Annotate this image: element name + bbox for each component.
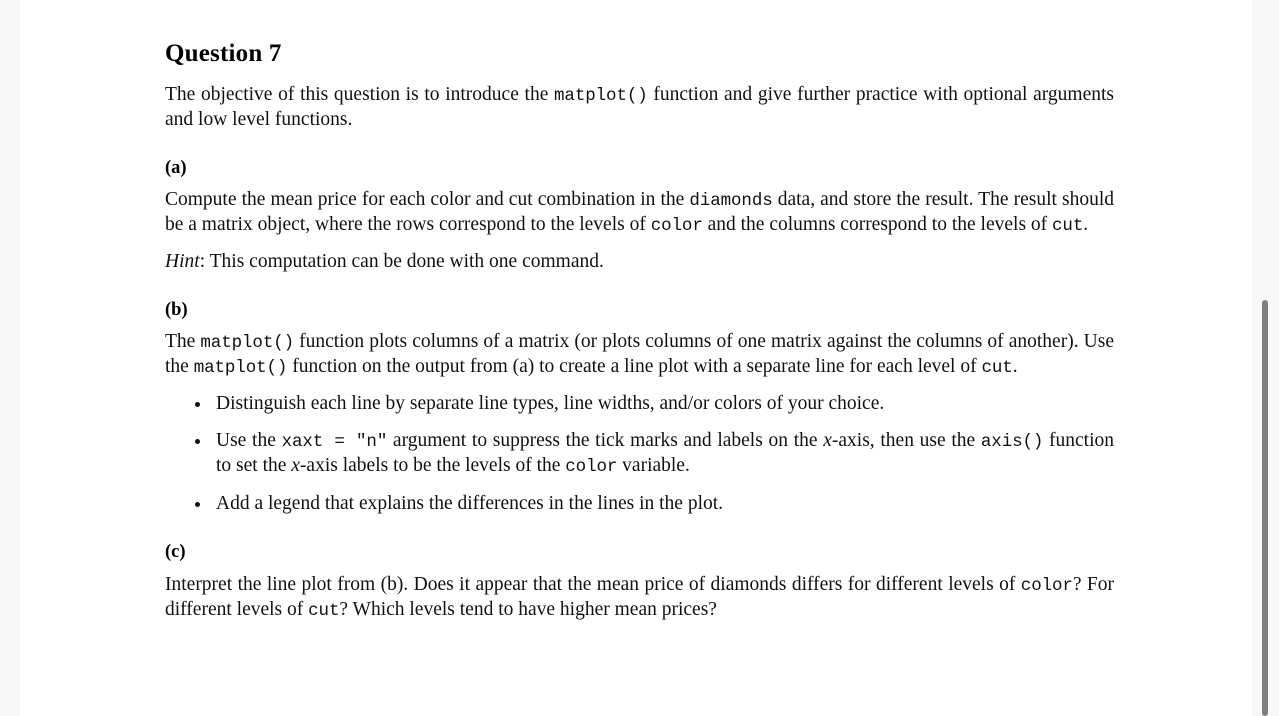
part-label-b: (b) [165, 300, 188, 321]
part-b-bullet-list [165, 392, 1114, 516]
part-a-seg1: Compute the mean price for each color and cut combination in the [165, 189, 690, 211]
bullet-2-seg6: variable. [617, 455, 690, 477]
code-xaxt: xaxt = "n" [281, 432, 388, 453]
bullet-icon [195, 502, 200, 507]
list-item [165, 492, 1114, 516]
code-diamonds: diamonds [689, 191, 773, 212]
page-title: Question 7 [165, 40, 282, 67]
list-item [165, 392, 1114, 416]
part-b-seg1: The [165, 331, 201, 353]
document-content [165, 40, 1114, 623]
intro-paragraph [165, 83, 1114, 132]
part-a-seg3: and the columns correspond to the levels of [702, 214, 1053, 236]
bullet-3-text: Add a legend that explains the differences in the lines in the plot. [216, 493, 724, 515]
code-axis: axis() [980, 432, 1044, 453]
part-b-seg4: . [1012, 356, 1018, 378]
hint-label: Hint [165, 251, 200, 273]
part-a-seg4: . [1083, 214, 1089, 236]
code-color-c: color [1020, 575, 1073, 596]
bullet-2-seg4: function to set the [216, 430, 1114, 477]
part-c-seg1: Interpret the line plot from (b). Does it appear that the mean price of diamonds differs for different levels of [165, 573, 1021, 595]
code-matplot-1: matplot() [200, 333, 295, 354]
list-item [165, 429, 1114, 479]
code-matplot: matplot() [554, 85, 648, 106]
hint-separator: : [199, 251, 206, 273]
math-x-2: x [291, 455, 300, 477]
scrollbar-thumb[interactable] [1262, 300, 1268, 716]
code-color: color [650, 216, 703, 237]
bullet-2-seg2: argument to suppress the tick marks and labels on the [387, 430, 824, 452]
part-c-paragraph [165, 573, 1114, 623]
bullet-1-text: Distinguish each line by separate line types, line widths, and/or colors of your choice. [216, 393, 885, 415]
vertical-scrollbar[interactable] [1262, 0, 1268, 716]
intro-text-before: The objective of this question is to introduce the [165, 83, 555, 105]
hint-text: This computation can be done with one command. [205, 251, 604, 273]
bullet-2-seg1: Use the [216, 430, 282, 452]
bullet-2-seg5: -axis labels to be the levels of the [299, 455, 566, 477]
bullet-2-seg3: -axis, then use the [831, 430, 981, 452]
part-label-c: (c) [165, 542, 186, 563]
math-x-1: x [823, 430, 832, 452]
intro-text-after: function and give further practice with optional arguments and low level functions. [165, 83, 1114, 130]
part-b-seg2: function plots columns of a matrix (or plots columns of one matrix against the columns of another). Use the [165, 331, 1114, 378]
part-b-paragraph [165, 330, 1114, 380]
code-matplot-2: matplot() [193, 358, 288, 379]
part-a-hint [165, 250, 1114, 274]
code-cut-b: cut [981, 358, 1013, 379]
part-a-paragraph [165, 188, 1114, 238]
code-cut: cut [1052, 216, 1084, 237]
part-c-seg2: ? For different levels of [165, 573, 1114, 620]
document-page [20, 0, 1252, 716]
code-cut-c: cut [308, 600, 340, 621]
code-color-bullet: color [565, 457, 618, 478]
part-label-a: (a) [165, 157, 187, 178]
part-c-seg3: ? Which levels tend to have higher mean prices? [339, 598, 717, 620]
bullet-icon [195, 439, 200, 444]
part-b-seg3: function on the output from (a) to create a line plot with a separate line for each level of [287, 356, 982, 378]
bullet-icon [195, 402, 200, 407]
part-a-seg2: data, and store the result. The result should be a matrix object, where the rows correspond to the levels of [165, 189, 1114, 236]
